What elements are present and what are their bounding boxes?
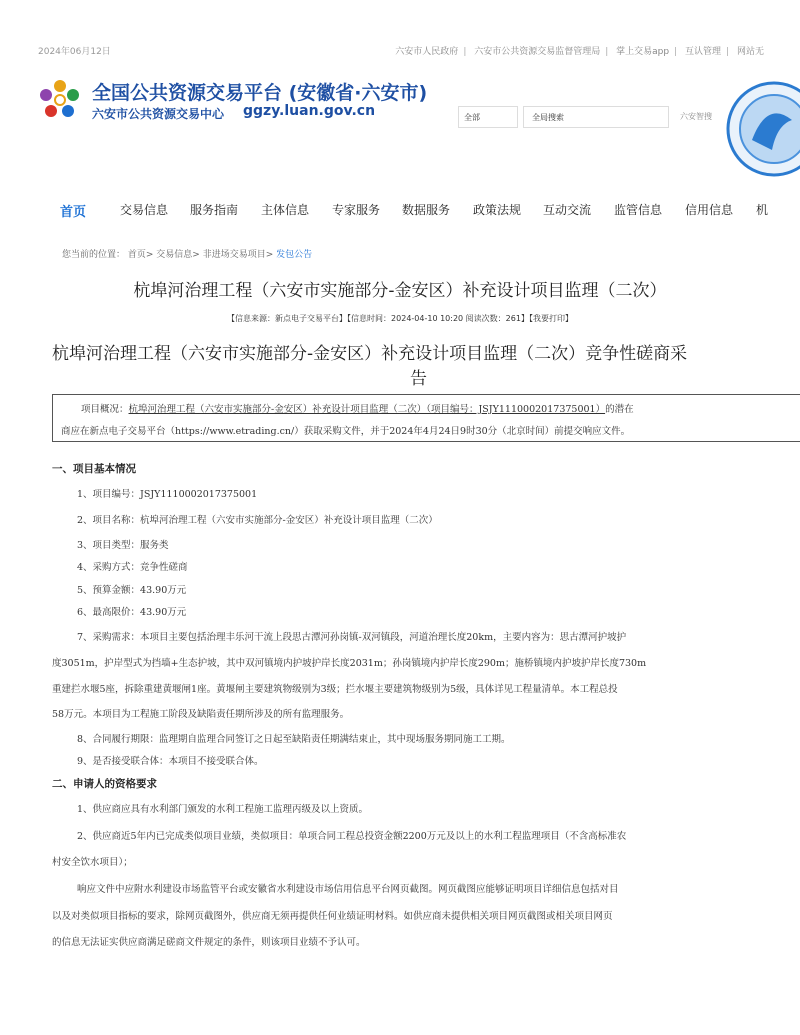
item-project-type: 3、项目类型：服务类 [77,540,169,551]
qual-note-1: 响应文件中应附水利建设市场监管平台或安徽省水利建设市场信用信息平台网页截图。网页截图应能够证明项目详细信息包括对目 [77,884,619,895]
center-name: 六安市公共资源交易中心 [92,107,225,121]
section-qualifications: 二、申请人的资格要求 [52,778,157,790]
item-requirements-cont3: 58万元。本项目为工程施工阶段及缺陷责任期所涉及的所有监理服务。 [52,709,350,720]
qual-note-2: 以及对类似项目指标的要求，除网页截图外，供应商无须再提供任何业绩证明材料。如供应商未提供相关项目网页截图或相关项目网页 [52,911,613,922]
section-basic-info: 一、项目基本情况 [52,463,136,475]
qual-note-3: 的信息无法证实供应商满足磋商文件规定的条件，则该项目业绩不予认可。 [52,937,366,948]
announcement-heading: 杭埠河治理工程（六安市实施部分-金安区）补充设计项目监理（二次）竞争性磋商采 [52,344,688,364]
top-link-bureau[interactable]: 六安市公共资源交易监督管理局 [474,47,601,57]
item-max-price: 6、最高限价：43.90万元 [77,607,187,618]
site-url: ggzy.luan.gov.cn [243,103,376,119]
item-requirements-cont1: 度3051m，护岸型式为挡墙+生态护坡，其中双河镇境内护坡护岸长度2031m；孙岗镇境内护岸长度290m；施桥镇境内护坡护岸长度730m [52,658,647,669]
announcement-heading-cont: 告 [410,369,427,389]
item-requirements-cont2: 重建拦水堰5座，拆除重建黄堰闸1座。黄堰闸主要建筑物级别为3级；拦水堰主要建筑物级别为5级，具体详见工程量清单。本工程总投 [52,684,618,695]
overview-tail: 的潜在 [605,404,634,415]
nav-trade-info[interactable]: 交易信息 [120,203,169,217]
qual-item-2: 2、供应商近5年内已完成类似项目业绩，类似项目：单项合同工程总投资金额2200万元及以上的水利工程监理项目（不含高标准农 [77,831,627,842]
platform-title: 全国公共资源交易平台 (安徽省·六安市) [92,82,428,104]
nav-interaction[interactable]: 互动交流 [543,203,592,217]
item-consortium: 9、是否接受联合体：本项目不接受联合体。 [77,756,264,767]
overview-project-link[interactable]: 杭埠河治理工程（六安市实施部分-金安区）补充设计项目监理（二次）（项目编号：JSJY1110002017375001） [128,404,606,415]
nav-data-service[interactable]: 数据服务 [402,203,451,217]
nav-subject-info[interactable]: 主体信息 [261,203,310,217]
breadcrumb [62,247,312,260]
emblem-badge-icon [722,80,800,178]
overview-label: 项目概况： [81,404,129,415]
nav-supervision[interactable]: 监管信息 [614,203,663,217]
project-overview-box [52,394,800,442]
top-link-app[interactable]: 掌上交易app [616,47,670,57]
breadcrumb-current[interactable]: 发包公告 [276,250,313,260]
item-project-no: 1、项目编号：JSJY1110002017375001 [77,489,258,500]
nav-service-guide[interactable]: 服务指南 [190,203,239,217]
platform-logo-icon [38,78,82,122]
qual-item-2-cont: 村安全饮水项目）； [52,857,133,868]
nav-policy[interactable]: 政策法规 [473,203,522,217]
item-procurement-method: 4、采购方式：竞争性磋商 [77,562,188,573]
breadcrumb-path[interactable]: 首页> 交易信息> 非进场交易项目> [127,250,274,260]
item-contract-period: 8、合同履行期限：监理期自监理合同签订之日起至缺陷责任期满结束止，其中现场服务期同施工工期。 [77,734,511,745]
current-date: 2024年06月12日 [38,47,111,57]
nav-more[interactable]: 机 [756,203,769,217]
nav-expert-service[interactable]: 专家服务 [332,203,381,217]
article-meta: 【信息来源：新点电子交易平台】【信息时间：2024-04-10 10:20 阅读次数：261】【我要打印】 [227,314,573,323]
item-requirements: 7、采购需求：本项目主要包括治理丰乐河干流上段思古潭河孙岗镇-双河镇段，河道治理长度20km，主要内容为：思古潭河护坡护 [77,632,627,643]
item-project-name: 2、项目名称：杭埠河治理工程（六安市实施部分-金安区）补充设计项目监理（二次） [77,515,438,526]
top-link-mutual[interactable]: 互认管理 [685,47,722,57]
top-link-accessibility[interactable]: 网站无 [736,47,764,57]
page-title: 杭埠河治理工程（六安市实施部分-金安区）补充设计项目监理（二次） [133,281,667,301]
item-budget: 5、预算金额：43.90万元 [77,585,187,596]
qual-item-1: 1、供应商应具有水利部门颁发的水利工程施工监理丙级及以上资质。 [77,804,369,815]
nav-credit[interactable]: 信用信息 [685,203,734,217]
breadcrumb-prefix: 您当前的位置： [62,250,126,260]
top-link-gov[interactable]: 六安市人民政府 [395,47,459,57]
overview-line2: 商应在新点电子交易平台（https://www.etrading.cn/）获取采购文件，并于2024年4月24日9时30分（北京时间）前提交响应文件。 [61,426,631,437]
nav-home[interactable]: 首页 [60,205,87,220]
search-scope-select[interactable]: 全部 [458,106,518,128]
search-input[interactable]: 全局搜索 [523,106,669,128]
top-links: 六安市人民政府 | 六安市公共资源交易监督管理局 | 掌上交易app | 互认管理 | 网站无 [395,47,764,57]
smart-search-button[interactable]: 六安智搜 [680,112,712,121]
